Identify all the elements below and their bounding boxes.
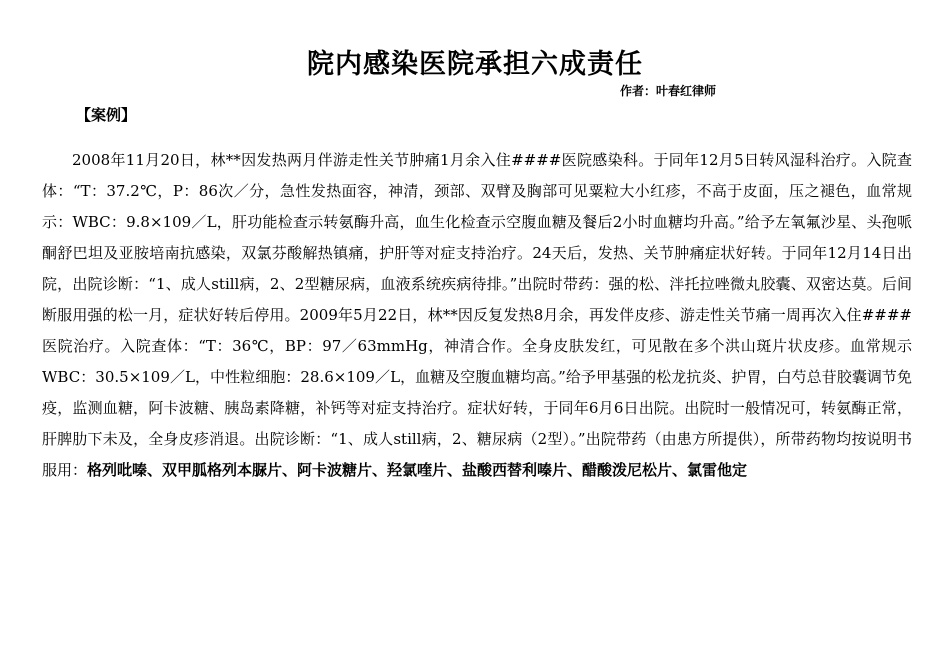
section-heading: 【案例】 <box>76 106 137 124</box>
document-author: 作者：叶春红律师 <box>620 84 717 98</box>
case-body <box>42 145 912 486</box>
document-title: 院内感染医院承担六成责任 <box>307 49 643 80</box>
paragraph-text: 2008年11月20日，林**因发热两月伴游走性关节肿痛1月余入住####医院感染科。于同年12月5日转风湿科治疗。入院查体：“T：37.2℃，P：86次／分，急性发热面容，神清，颈部、双臂及胸部可见粟粒大小红疹，不高于皮面，压之褪色，血常规示：WBC：9.8×109／L，肝功能检查示转氨酶升高，血生化检查示空腹血糖及餐后2小时血糖均升高。”给予左氧氟沙星、头孢哌酮舒巴坦及亚胺培南抗感染，双氯芬酸解热镇痛，护肝等对症支持治疗。24天后，发热、关节肿痛症状好转。于同年12月14日出院，出院诊断：“1、成人still病，2、2型糖尿病，血液系统疾病待排。”出院时带药：强的松、泮托拉唑微丸胶囊、双密达莫。后间断服用强的松一月，症状好转后停用。2009年5月22日，林**因反复发热8月余，再发伴皮疹、游走性关节痛一周再次入住####医院治疗。入院查体：“T：36℃，BP：97／63mmHg，神清合作。全身皮肤发红，可见散在多个洪山斑片状皮疹。血常规示WBC：30.5×109／L，中性粒细胞：28.6×109／L，血糖及空腹血糖均高。”给予甲基强的松龙抗炎、护胃，白芍总苷胶囊调节免疫，监测血糖，阿卡波糖、胰岛素降糖，补钙等对症支持治疗。症状好转，于同年6月6日出院。出院时一般情况可，转氨酶正常，肝脾肋下未及，全身皮疹消退。出院诊断：“1、成人still病，2、糖尿病（2型）。”出院带药（由患方所提供），所带药物均按说明书服用： <box>42 151 912 479</box>
case-paragraph <box>42 145 912 486</box>
bold-drug-list: 格列吡嗪、双甲胍格列本脲片、阿卡波糖片、羟氯喹片、盐酸西替利嗪片、醋酸泼尼松片、氯雷他定 <box>87 461 748 479</box>
